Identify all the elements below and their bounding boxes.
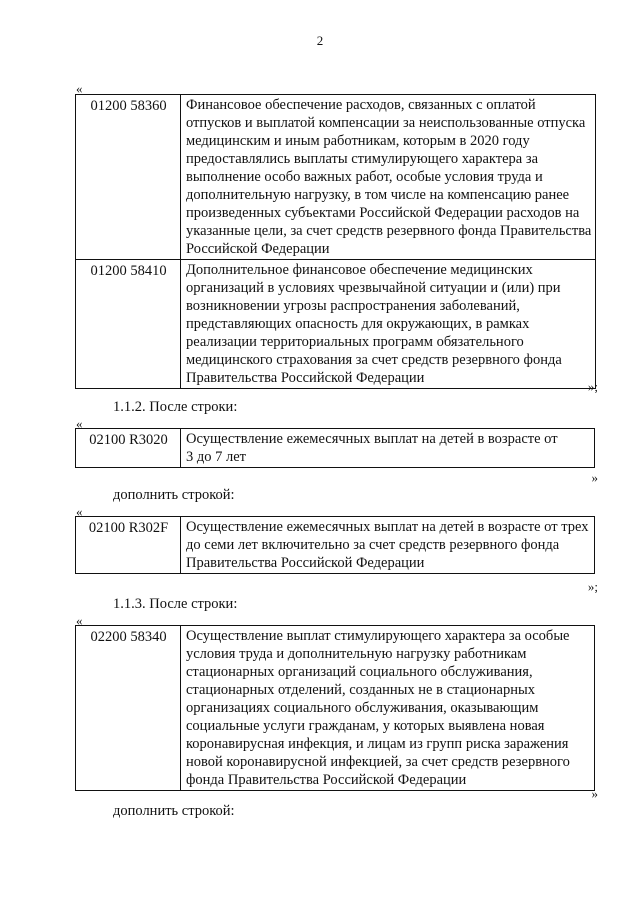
budget-code: 01200 58410 bbox=[76, 260, 181, 389]
code-description: Осуществление ежемесячных выплат на детей в возрасте от трех до семи лет включительно за счет средств резервного фонда Правительства Российской Федерации bbox=[181, 517, 595, 574]
open-quote: « bbox=[76, 504, 83, 519]
paragraph-add-row-1: дополнить строкой: bbox=[113, 487, 235, 503]
open-quote: « bbox=[76, 416, 83, 431]
budget-code: 02100 R302F bbox=[76, 517, 181, 574]
table-row bbox=[76, 517, 595, 574]
code-description: Финансовое обеспечение расходов, связанных с оплатой отпусков и выплатой компенсации за неиспользованные отпуска медицинским и иным работникам, которым в 2020 году предоставлялись выплаты стимулирующего характера за выполнение особо важных работ, особые условия труда и дополнительную нагрузку, в том числе на компенсацию ранее произведенных субъектами Российской Федерации расходов на указанные цели, за счет средств резервного фонда Правительства Российской Федерации bbox=[181, 95, 596, 260]
page-number: 2 bbox=[316, 33, 324, 48]
code-description: Осуществление ежемесячных выплат на детей в возрасте от 3 до 7 лет bbox=[181, 429, 595, 468]
open-quote: « bbox=[76, 613, 83, 628]
budget-code: 02100 R3020 bbox=[76, 429, 181, 468]
budget-codes-table-4 bbox=[75, 625, 595, 791]
close-quote-semicolon: »; bbox=[587, 579, 598, 594]
budget-codes-table-1 bbox=[75, 94, 596, 389]
table-row bbox=[76, 429, 595, 468]
paragraph-add-row-2: дополнить строкой: bbox=[113, 803, 235, 819]
budget-code: 02200 58340 bbox=[76, 626, 181, 791]
code-description: Осуществление выплат стимулирующего характера за особые условия труда и дополнительную нагрузку работникам стационарных организаций социального обслуживания, стационарных отделений, созданных не в стационарных организациях социального обслуживания, оказывающим социальные услуги гражданам, у которых выявлена новая коронавирусная инфекция, и лицам из групп риска заражения новой коронавирусной инфекцией, за счет средств резервного фонда Правительства Российской Федерации bbox=[181, 626, 595, 791]
code-description: Дополнительное финансовое обеспечение медицинских организаций в условиях чрезвычайной ситуации и (или) при возникновении угрозы распространения заболеваний, представляющих опасность для окружающих, в рамках реализации территориальных программ обязательного медицинского страхования за счет средств резервного фонда Правительства Российской Федерации bbox=[181, 260, 596, 389]
close-quote: » bbox=[591, 786, 598, 801]
paragraph-1-1-2: 1.1.2. После строки: bbox=[113, 399, 238, 415]
close-quote: » bbox=[591, 470, 598, 485]
table-row bbox=[76, 626, 595, 791]
table-row bbox=[76, 260, 596, 389]
budget-code: 01200 58360 bbox=[76, 95, 181, 260]
budget-codes-table-2 bbox=[75, 428, 595, 468]
open-quote: « bbox=[76, 81, 83, 96]
budget-codes-table-3 bbox=[75, 516, 595, 574]
close-quote-semicolon: »; bbox=[587, 379, 598, 394]
table-row bbox=[76, 95, 596, 260]
paragraph-1-1-3: 1.1.3. После строки: bbox=[113, 596, 238, 612]
